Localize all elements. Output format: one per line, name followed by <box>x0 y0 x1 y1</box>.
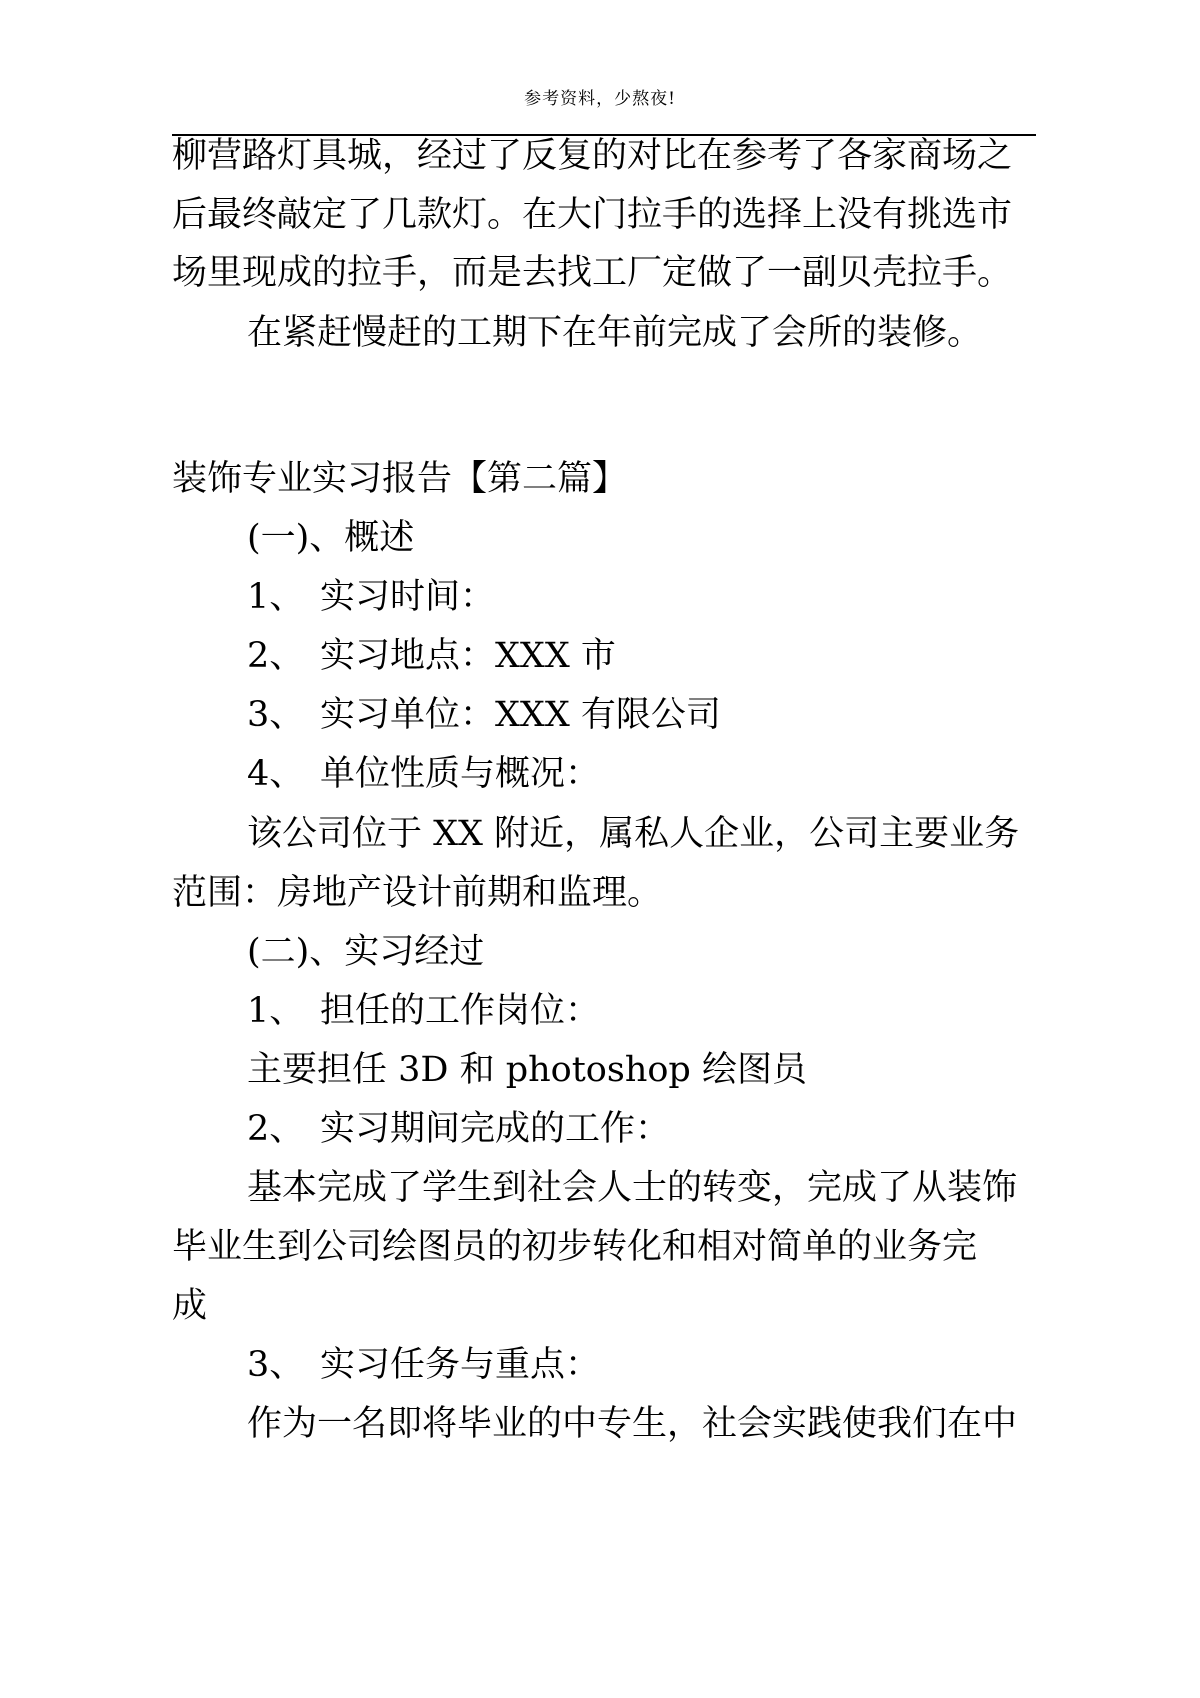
item-text: 实习单位：XXX 有限公司 <box>320 695 721 735</box>
process-heading: (二)、实习经过 <box>247 932 485 972</box>
process-item-2 <box>247 1107 670 1151</box>
body-line-3: 场里现成的拉手，而是去找工厂定做了一副贝壳拉手。 <box>172 253 1013 293</box>
overview-item-3 <box>247 693 721 737</box>
item-number: 3、 <box>247 695 305 735</box>
item-number: 4、 <box>247 754 305 794</box>
item-text: 单位性质与概况： <box>320 754 601 794</box>
item-text: 担任的工作岗位： <box>320 991 601 1031</box>
body-line-4: 在紧赶慢赶的工期下在年前完成了会所的装修。 <box>247 313 983 353</box>
item-number: 2、 <box>247 636 305 676</box>
process-item-1 <box>247 989 600 1033</box>
process-item-2-desc-line-3: 成 <box>172 1286 208 1326</box>
overview-item-4 <box>247 752 600 796</box>
process-item-2-desc-line-2: 毕业生到公司绘图员的初步转化和相对简单的业务完 <box>172 1227 978 1267</box>
item-text: 实习地点：XXX 市 <box>320 636 616 676</box>
item-text: 实习时间： <box>320 577 496 617</box>
company-desc-line-1: 该公司位于 XX 附近，属私人企业，公司主要业务 <box>247 814 1020 854</box>
overview-item-2 <box>247 634 616 678</box>
overview-heading: (一)、概述 <box>247 518 415 558</box>
item-number: 3、 <box>247 1345 305 1385</box>
item-text: 实习期间完成的工作： <box>320 1109 671 1149</box>
item-number: 1、 <box>247 991 305 1031</box>
process-item-3-desc-line-1: 作为一名即将毕业的中专生，社会实践使我们在中 <box>247 1404 1018 1444</box>
body-line-2: 后最终敲定了几款灯。在大门拉手的选择上没有挑选市 <box>172 195 1013 235</box>
company-desc-line-2: 范围：房地产设计前期和监理。 <box>172 873 663 913</box>
process-item-3 <box>247 1343 600 1387</box>
process-item-2-desc-line-1: 基本完成了学生到社会人士的转变，完成了从装饰 <box>247 1168 1018 1208</box>
overview-item-1 <box>247 575 495 619</box>
section-title: 装饰专业实习报告【第二篇】 <box>172 459 628 499</box>
header-text: 参考资料，少熬夜! <box>524 89 676 109</box>
process-item-1-desc: 主要担任 3D 和 photoshop 绘图员 <box>247 1050 807 1090</box>
body-line-1: 柳营路灯具城，经过了反复的对比在参考了各家商场之 <box>172 136 1013 176</box>
item-number: 1、 <box>247 577 305 617</box>
item-number: 2、 <box>247 1109 305 1149</box>
item-text: 实习任务与重点： <box>320 1345 601 1385</box>
